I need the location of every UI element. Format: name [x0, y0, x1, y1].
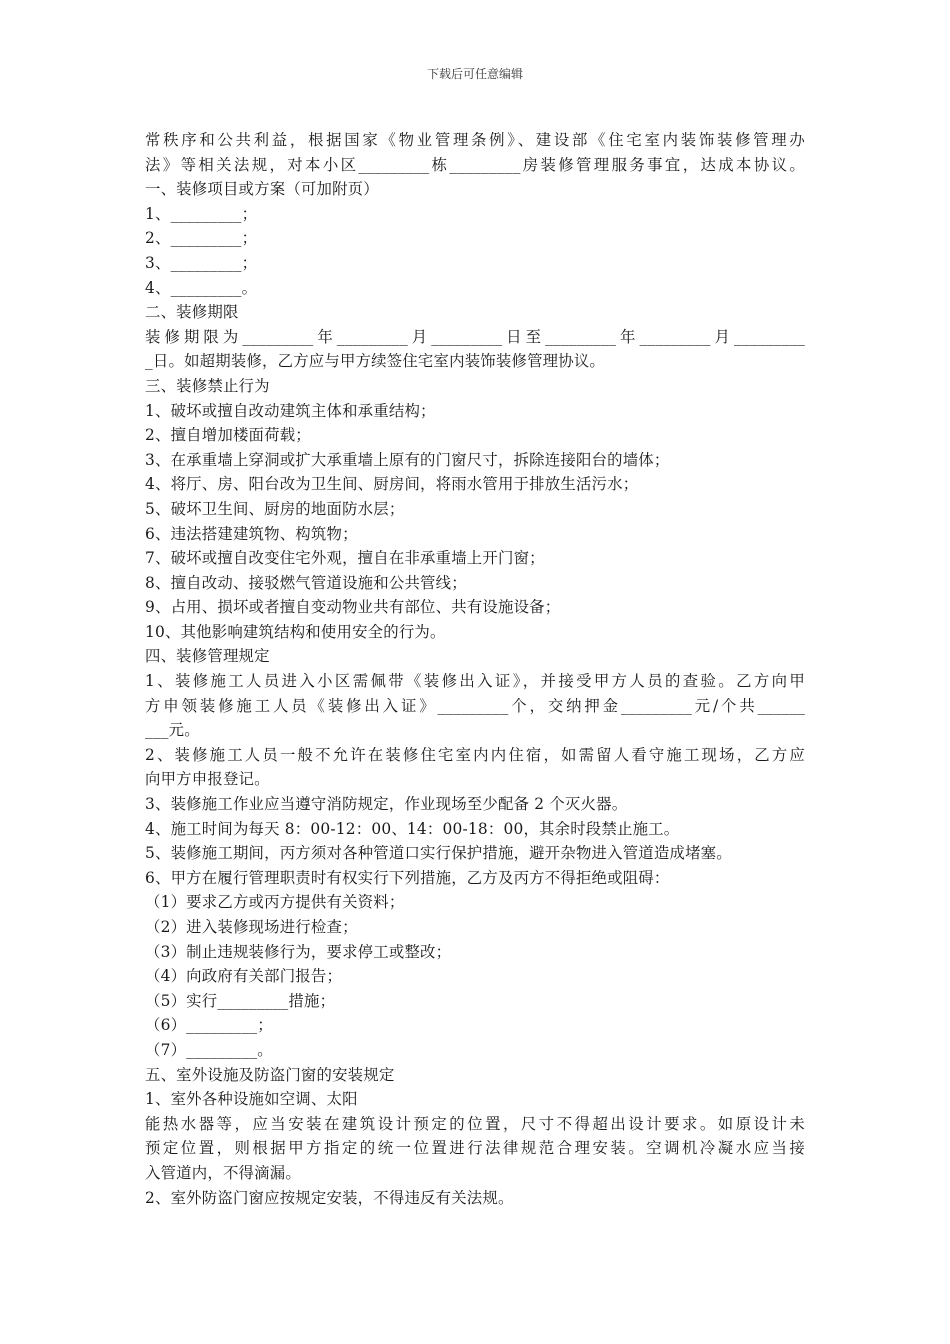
document-line: （4）向政府有关部门报告；: [145, 967, 343, 986]
document-line: 4、将厅、房、阳台改为卫生间、厨房间，将雨水管用于排放生活污水；: [145, 475, 639, 494]
document-line: 4、_________。: [145, 278, 258, 297]
document-line: 8、擅自改动、接驳燃气管道设施和公共管线；: [145, 573, 467, 592]
document-line: 7、破坏或擅自改变住宅外观，擅自在非承重墙上开门窗；: [145, 549, 545, 568]
document-line: 2、室外防盗门窗应按规定安装，不得违反有关法规。: [145, 1188, 514, 1207]
document-body: [145, 128, 805, 1210]
document-line: ___元。: [145, 721, 200, 740]
document-line: 入管道内，不得滴漏。: [145, 1163, 301, 1182]
document-line: 6、甲方在履行管理职责时有权实行下列措施，乙方及丙方不得拒绝或阻碍：: [145, 868, 670, 887]
document-line: （6）_________；: [145, 1016, 273, 1035]
document-line: 常秩序和公共利益，根据国家《物业管理条例》、建设部《住宅室内装饰装修管理办: [145, 131, 805, 149]
document-line: 10、其他影响建筑结构和使用安全的行为。: [145, 622, 446, 641]
document-line: 向甲方申报登记。: [145, 770, 270, 789]
document-line: 法》等相关法规，对本小区_________栋_________房装修管理服务事宜，达成本协议。: [145, 155, 805, 174]
document-line: 2、装修施工人员一般不允许在装修住宅室内内住宿，如需留人看守施工现场，乙方应: [145, 745, 805, 764]
document-line: 四、装修管理规定: [145, 647, 270, 666]
document-line: 预定位置，则根据甲方指定的统一位置进行法律规范合理安装。空调机冷凝水应当接: [145, 1139, 805, 1158]
document-line: 三、装修禁止行为: [145, 376, 270, 395]
document-line: 3、装修施工作业应当遵守消防规定，作业现场至少配备 2 个灭火器。: [145, 795, 628, 814]
document-line: （1）要求乙方或丙方提供有关资料；: [145, 893, 405, 912]
document-line: 二、装修期限: [145, 303, 239, 322]
document-line: 方申领装修施工人员《装修出入证》_________个，交纳押金_________元/个共______: [145, 696, 805, 715]
document-line: 2、_________；: [145, 229, 258, 248]
document-line: 1、室外各种设施如空调、太阳: [145, 1090, 358, 1109]
document-line: 5、装修施工期间，丙方须对各种管道口实行保护措施，避开杂物进入管道造成堵塞。: [145, 844, 732, 863]
document-line: _日。如超期装修，乙方应与甲方续签住宅室内装饰装修管理协议。: [145, 352, 606, 371]
document-line: 装修期限为_________年_________月_________日至_________年_________月_________: [145, 327, 805, 346]
document-line: 五、室外设施及防盗门窗的安装规定: [145, 1065, 395, 1084]
document-line: 1、_________；: [145, 204, 258, 223]
document-line: （2）进入装修现场进行检查；: [145, 918, 358, 936]
document-line: 1、破坏或擅自改动建筑主体和承重结构；: [145, 401, 436, 420]
document-line: 一、装修项目或方案（可加附页）: [145, 180, 379, 199]
document-line: 2、擅自增加楼面荷载；: [145, 426, 311, 445]
document-line: 4、施工时间为每天 8：00-12：00、14：00-18：00，其余时段禁止施工。: [145, 819, 680, 838]
document-line: 3、在承重墙上穿洞或扩大承重墙上原有的门窗尺寸，拆除连接阳台的墙体；: [145, 450, 670, 469]
page-header: 下载后可任意编辑: [426, 67, 523, 81]
document-line: （5）实行_________措施；: [145, 991, 336, 1010]
document-line: 9、占用、损坏或者擅自变动物业共有部位、共有设施设备；: [145, 598, 561, 617]
document-line: 3、_________；: [145, 253, 258, 272]
document-line: 能热水器等，应当安装在建筑设计预定的位置，尺寸不得超出设计要求。如原设计未: [145, 1114, 805, 1133]
document-line: 6、违法搭建建筑物、构筑物；: [145, 524, 358, 543]
document-line: 5、破坏卫生间、厨房的地面防水层；: [145, 499, 405, 518]
document-line: （7）_________。: [145, 1040, 273, 1059]
document-line: 1、装修施工人员进入小区需佩带《装修出入证》，并接受甲方人员的查验。乙方向甲: [145, 672, 805, 691]
document-line: （3）制止违规装修行为，要求停工或整改；: [145, 942, 452, 961]
